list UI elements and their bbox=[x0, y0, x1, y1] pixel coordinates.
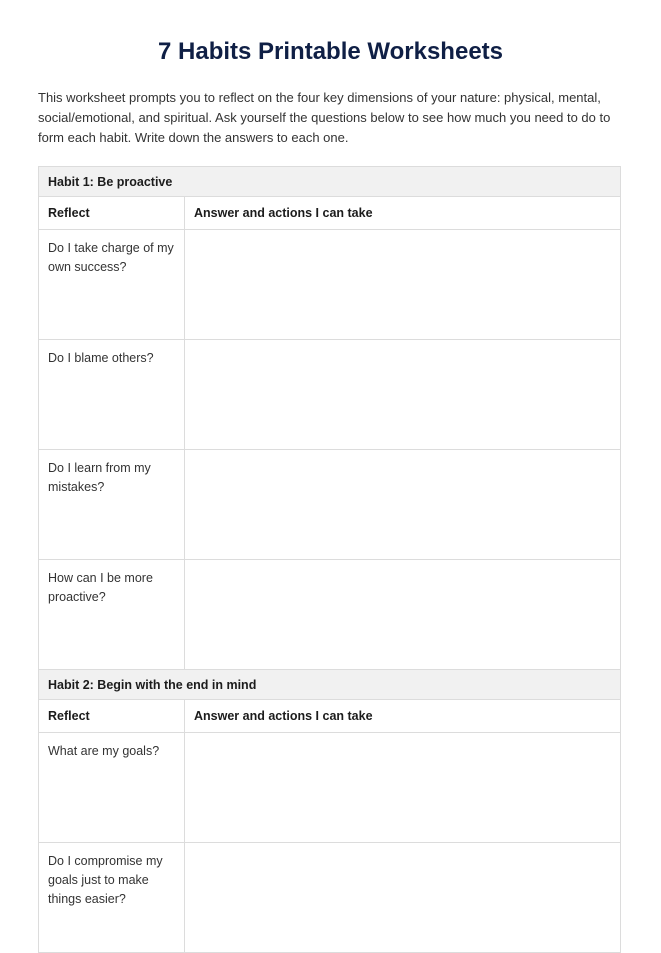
column-header-answer: Answer and actions I can take bbox=[185, 700, 621, 733]
habit-title: Habit 2: Begin with the end in mind bbox=[39, 670, 621, 700]
table-row bbox=[39, 230, 621, 340]
answer-cell[interactable] bbox=[185, 560, 621, 670]
answer-cell[interactable] bbox=[185, 230, 621, 340]
intro-paragraph: This worksheet prompts you to reflect on the four key dimensions of your nature: physical, mental, social/emotional, and spiritual. Ask yourself the questions below to see how much you need to do to form each habit. Write down the answers to each one. bbox=[38, 90, 611, 145]
column-header-row bbox=[39, 700, 621, 733]
answer-cell[interactable] bbox=[185, 843, 621, 953]
habit-header-row bbox=[39, 167, 621, 197]
column-header-reflect: Reflect bbox=[39, 700, 185, 733]
table-row bbox=[39, 733, 621, 843]
question-cell: Do I blame others? bbox=[39, 340, 185, 450]
habit-header-row bbox=[39, 670, 621, 700]
habit-title: Habit 1: Be proactive bbox=[39, 167, 621, 197]
answer-cell[interactable] bbox=[185, 340, 621, 450]
question-cell: Do I learn from my mistakes? bbox=[39, 450, 185, 560]
table-row bbox=[39, 450, 621, 560]
answer-cell[interactable] bbox=[185, 733, 621, 843]
worksheet-table bbox=[38, 166, 621, 953]
question-cell: Do I compromise my goals just to make things easier? bbox=[39, 843, 185, 953]
answer-cell[interactable] bbox=[185, 450, 621, 560]
table-row bbox=[39, 843, 621, 953]
column-header-row bbox=[39, 197, 621, 230]
question-cell: Do I take charge of my own success? bbox=[39, 230, 185, 340]
column-header-reflect: Reflect bbox=[39, 197, 185, 230]
question-cell: What are my goals? bbox=[39, 733, 185, 843]
page-title: 7 Habits Printable Worksheets bbox=[158, 38, 503, 65]
table-row bbox=[39, 340, 621, 450]
question-cell: How can I be more proactive? bbox=[39, 560, 185, 670]
table-row bbox=[39, 560, 621, 670]
column-header-answer: Answer and actions I can take bbox=[185, 197, 621, 230]
